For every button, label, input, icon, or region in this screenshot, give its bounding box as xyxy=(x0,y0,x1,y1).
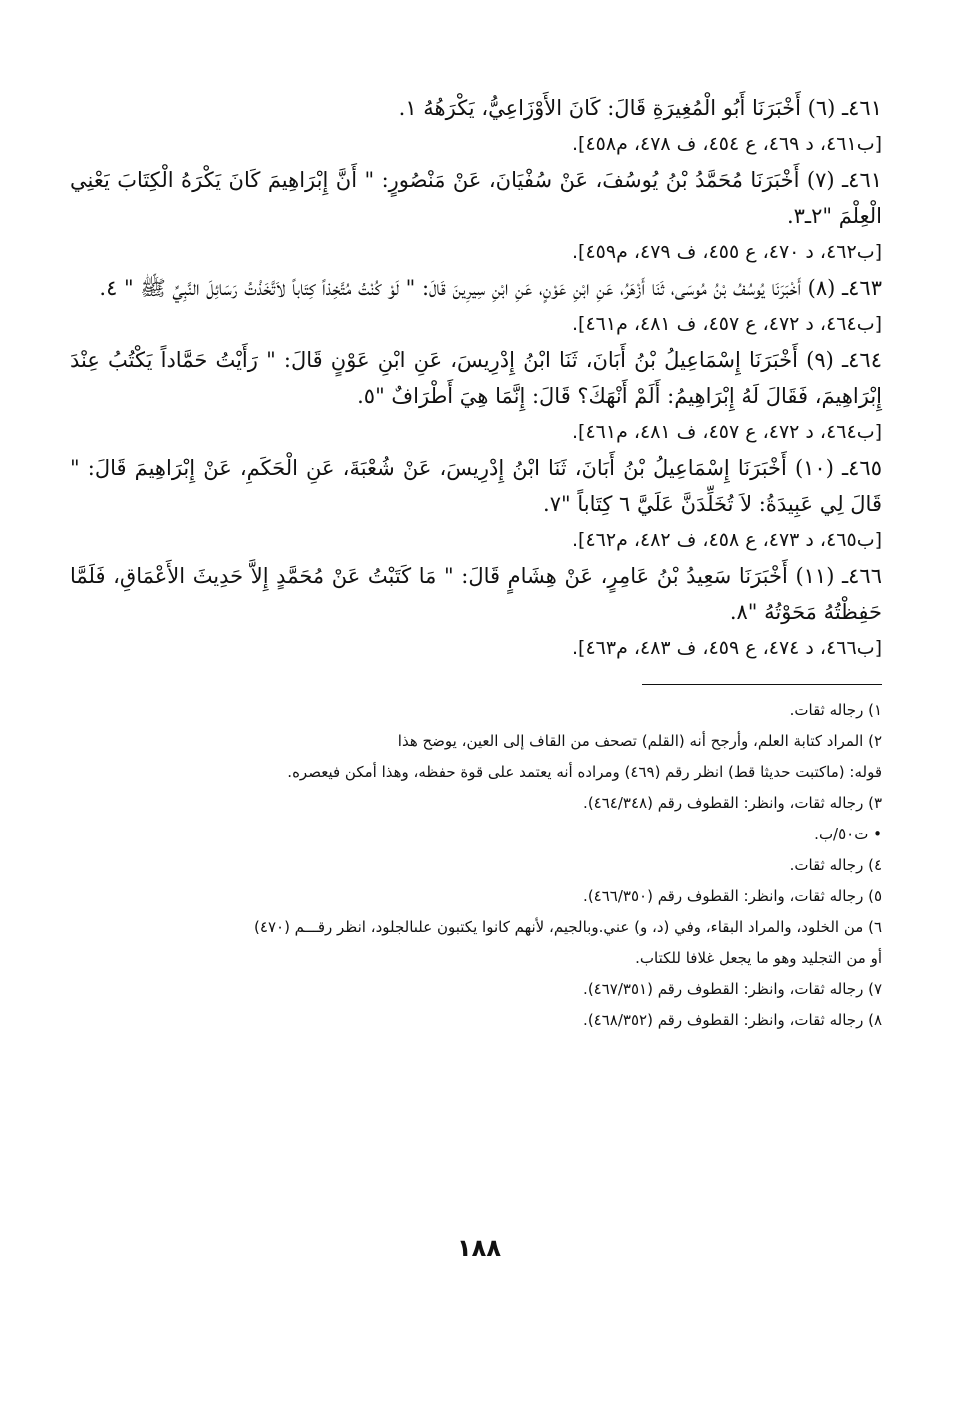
footnote-separator xyxy=(642,684,882,685)
hadith-reference: [ب٤٦٢، د ٤٧٠، ع ٤٥٥، ف ٤٧٩، م٤٥٩]. xyxy=(572,241,882,263)
hadith-entry-465 xyxy=(70,450,882,558)
hadith-text: ٤٦٣ـ (٨) أَخْبَرَنَا يُوسُفُ بْنُ مُوسَى، ثَنَا أَزْهَرُ، عَنِ ابْنِ عَوْنٍ، عَنِ ابْنِ سِيرِينَ قَالَ: " لَوْ كُنْتُ مُتَّخِذاً كِتَاباً لاَتَّخَذْتُ رَسَائِلَ النَّبِيِّ ﷺ " ٤. xyxy=(99,276,882,300)
footnote: ٥) رجاله ثقات، وانظر: القطوف رقم (٤٦٦/٣٥٠). xyxy=(583,887,882,905)
footnote: ٤) رجاله ثقات. xyxy=(789,856,882,874)
hadith-reference: [ب٤٦٥، د ٤٧٣، ع ٤٥٨، ف ٤٨٢، م٤٦٢]. xyxy=(572,529,882,551)
footnote: ٣) رجاله ثقات، وانظر: القطوف رقم (٤٦٤/٣٤٨). xyxy=(583,794,882,812)
hadith-entry-463 xyxy=(70,270,882,342)
hadith-text: ٤٦٤ـ (٩) أَخْبَرَنَا إِسْمَاعِيلُ بْنُ أَبَانَ، ثَنَا ابْنُ إِدْرِيسَ، عَنِ ابْنِ عَوْنٍ قَالَ: " رَأَيْتُ حَمَّاداً يَكْتُبُ عِنْدَ إِبْرَاهِيمَ، فَقَالَ لَهُ إِبْرَاهِيمُ: أَلَمْ أَنْهَكَ؟ قَالَ: إِنَّمَا هِيَ أَطْرَافٌ "٥. xyxy=(70,348,882,408)
footnote: • ت٥٠/ب. xyxy=(814,825,882,843)
hadith-entry-461a xyxy=(70,90,882,162)
footnote: قوله: (ماكتبت حديثا قط) انظر رقم (٤٦٩) ومراده أنه يعتمد على قوة حفظه، وهذا أمكن فيعصره. xyxy=(287,763,882,781)
hadith-entry-466 xyxy=(70,558,882,666)
footnote: ٢) المراد كتابة العلم، وأرجح أنه (القلم) تصحف من القاف إلى العين، يوضح هذا xyxy=(397,732,882,750)
hadith-entry-461b xyxy=(70,162,882,270)
hadith-text: ٤٦١ـ (٦) أَخْبَرَنَا أَبُو الْمُغِيرَةِ قَالَ: كَانَ الأَوْزَاعِيُّ، يَكْرَهُهُ ١. xyxy=(398,96,882,120)
hadith-text: ٤٦٥ـ (١٠) أَخْبَرَنَا إِسْمَاعِيلُ بْنُ أَبَانَ، ثَنَا ابْنُ إِدْرِيسَ، عَنْ شُعْبَةَ، عَنِ الْحَكَمِ، عَنْ إِبْرَاهِيمَ قَالَ: " قَالَ لِي عَبِيدَةُ: لاَ تُخَلِّدَنَّ عَلَيَّ ٦ كِتَاباً "٧. xyxy=(70,456,882,516)
document-page xyxy=(70,90,882,1036)
hadith-reference: [ب٤٦٦، د ٤٧٤، ع ٤٥٩، ف ٤٨٣، م٤٦٣]. xyxy=(572,637,882,659)
hadith-reference: [ب٤٦٤، د ٤٧٢، ع ٤٥٧، ف ٤٨١، م٤٦١]. xyxy=(572,421,882,443)
hadith-reference: [ب٤٦١، د ٤٦٩، ع ٤٥٤، ف ٤٧٨، م٤٥٨]. xyxy=(572,133,882,155)
footnote: أو من التجليد وهو ما يجعل غلافا للكتاب. xyxy=(635,949,882,967)
hadith-entry-464 xyxy=(70,342,882,450)
hadith-reference: [ب٤٦٤، د ٤٧٢، ع ٤٥٧، ف ٤٨١، م٤٦١]. xyxy=(572,313,882,335)
footnotes xyxy=(70,695,882,1036)
footnote: ٧) رجاله ثقات، وانظر: القطوف رقم (٤٦٧/٣٥١). xyxy=(583,980,882,998)
hadith-text: ٤٦١ـ (٧) أَخْبَرَنَا مُحَمَّدُ بْنُ يُوسُفَ، عَنْ سُفْيَانَ، عَنْ مَنْصُورٍ: " أَنَّ إِبْرَاهِيمَ كَانَ يَكْرَهُ الْكِتَابَ يَعْنِي الْعِلْمَ "٢ـ٣. xyxy=(70,168,883,228)
footnote: ١) رجاله ثقات. xyxy=(789,701,882,719)
footnote: ٦) من الخلود، والمراد البقاء، وفي (د، و) عني.وبالجيم، لأنهم كانوا يكتبون علىالجلود، انظر رقـــم (٤٧٠) xyxy=(254,918,882,936)
page-number: ١٨٨ xyxy=(457,1234,501,1262)
hadith-text: ٤٦٦ـ (١١) أَخْبَرَنَا سَعِيدُ بْنُ عَامِرٍ، عَنْ هِشَامٍ قَالَ: " مَا كَتَبْتُ عَنْ مُحَمَّدٍ إِلاَّ حَدِيثَ الأَعْمَاقِ، فَلَمَّا حَفِظْتُهُ مَحَوْتُهُ "٨. xyxy=(70,564,882,624)
footnote: ٨) رجاله ثقات، وانظر: القطوف رقم (٤٦٨/٣٥٢). xyxy=(583,1011,882,1029)
